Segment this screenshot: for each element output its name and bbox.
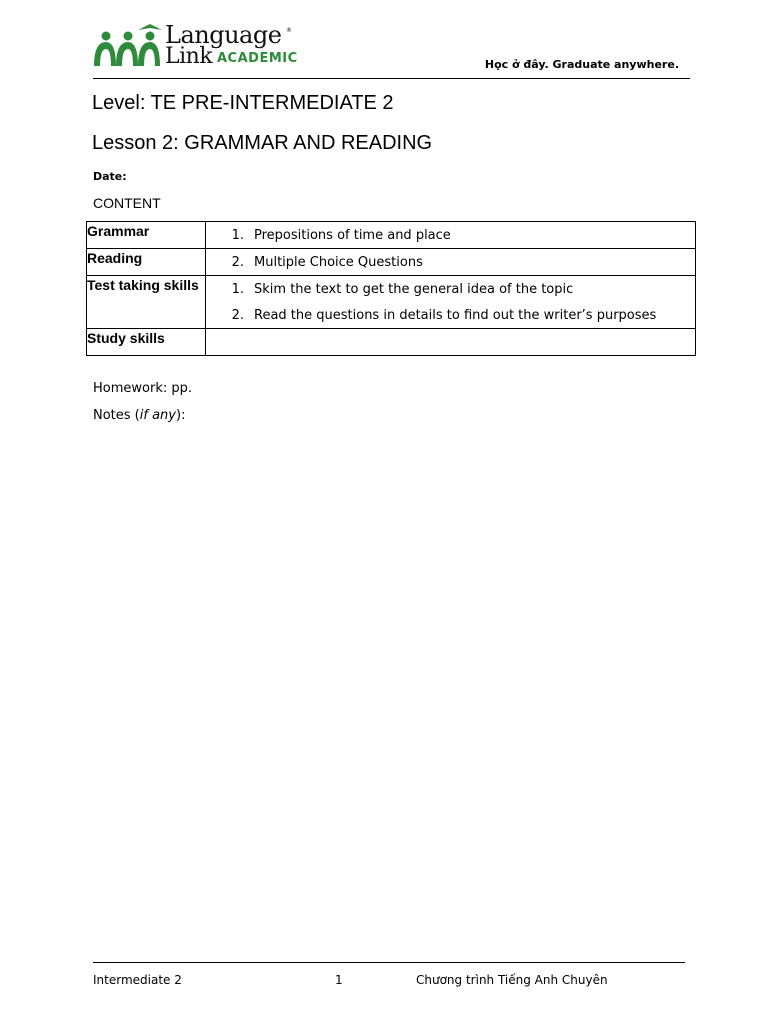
skill-cell: Study skills — [87, 329, 206, 356]
list-item — [206, 276, 695, 302]
list-item — [206, 302, 695, 328]
homework-line: Homework: pp. — [93, 381, 192, 396]
notes-suffix: ): — [176, 408, 186, 423]
date-label: Date: — [93, 170, 127, 183]
table-row-study-skills — [87, 329, 696, 356]
notes-prefix: Notes ( — [93, 408, 140, 423]
list-item — [206, 222, 695, 248]
list-number: 1. — [231, 281, 244, 297]
footer-course-name: Intermediate 2 — [93, 973, 182, 987]
items-cell — [206, 222, 696, 249]
list-text: Read the questions in details to find out the writer’s purposes — [254, 307, 657, 323]
list-number: 2. — [231, 307, 244, 323]
header-tagline: Học ở đây. Graduate anywhere. — [484, 58, 679, 71]
lesson-title: Lesson 2: GRAMMAR AND READING — [92, 132, 433, 154]
items-cell — [206, 249, 696, 276]
notes-line — [93, 408, 185, 423]
level-title: Level: TE PRE-INTERMEDIATE 2 — [92, 92, 394, 114]
footer-page-number: 1 — [335, 973, 343, 987]
skill-cell: Reading — [87, 249, 206, 276]
footer-divider — [93, 962, 685, 963]
items-cell — [206, 329, 696, 356]
items-cell — [206, 276, 696, 329]
logo-wordmark-academic: ACADEMIC — [217, 51, 298, 66]
skill-cell: Grammar — [87, 222, 206, 249]
list-text: Prepositions of time and place — [254, 227, 451, 243]
logo-wordmark-line2: Link — [165, 44, 213, 69]
content-label: CONTENT — [93, 195, 161, 211]
list-item — [206, 249, 695, 275]
table-row-test-taking-skills — [87, 276, 696, 329]
people-arches-logo-icon — [92, 24, 164, 68]
logo-registered-mark: ® — [286, 27, 292, 34]
table-row-reading — [87, 249, 696, 276]
list-number: 2. — [231, 254, 244, 270]
language-link-logo — [92, 21, 298, 69]
footer-program-name: Chương trình Tiếng Anh Chuyên — [416, 973, 608, 987]
header-divider — [93, 78, 690, 79]
lesson-content-table — [86, 221, 696, 356]
logo-wordmark-line1: Language — [165, 21, 282, 49]
list-number: 1. — [231, 227, 244, 243]
notes-italic: if any — [139, 408, 176, 423]
list-text: Multiple Choice Questions — [254, 254, 423, 270]
skill-cell: Test taking skills — [87, 276, 206, 329]
table-row-grammar — [87, 222, 696, 249]
list-text: Skim the text to get the general idea of the topic — [254, 281, 574, 297]
